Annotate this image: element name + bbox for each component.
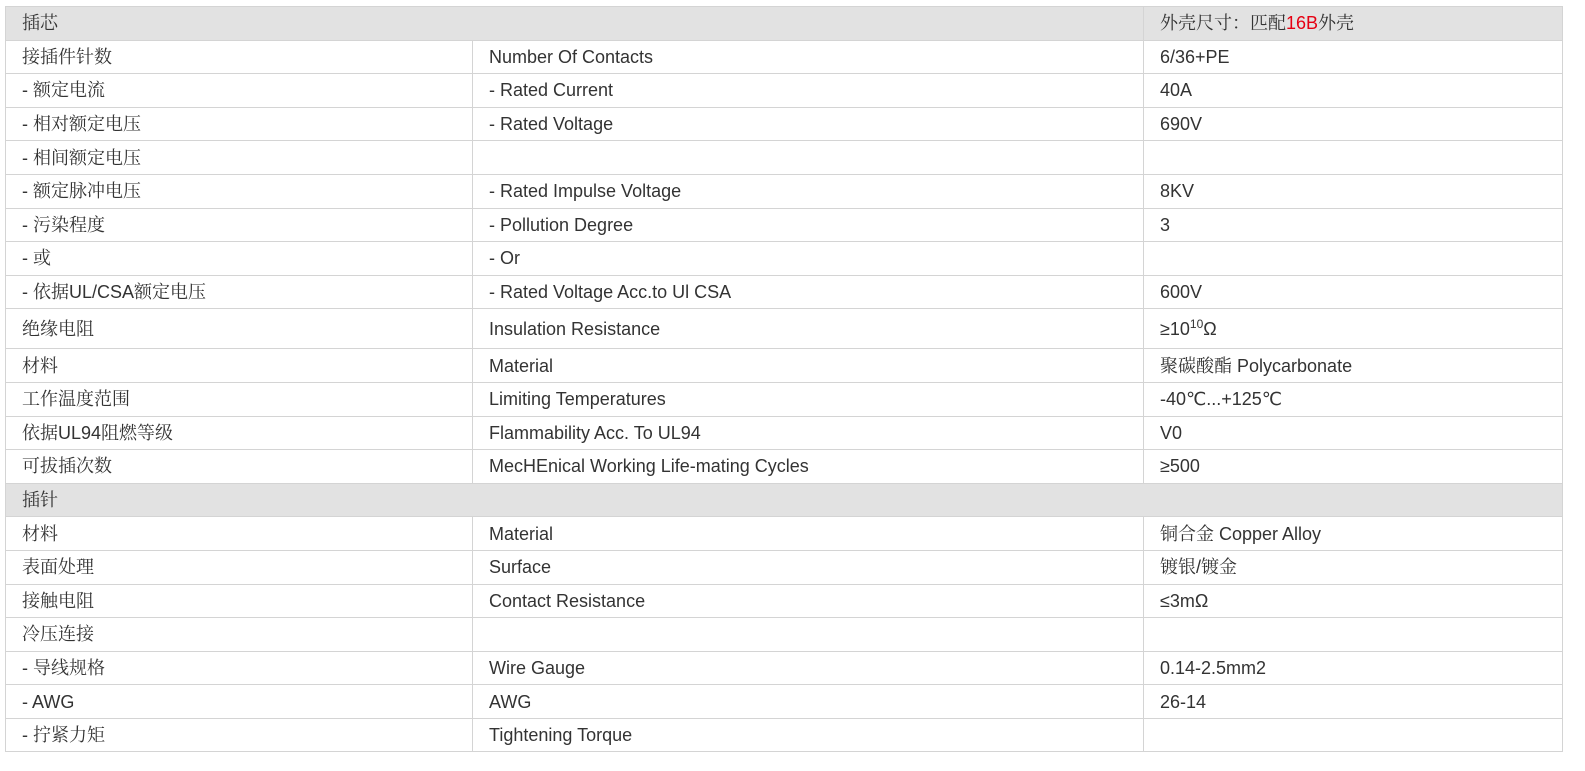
- cn-label: 接触电阻: [6, 584, 473, 618]
- table-row: [6, 208, 1563, 242]
- table-row: [6, 550, 1563, 584]
- en-label: Tightening Torque: [473, 718, 1144, 752]
- en-label: [473, 618, 1144, 652]
- cn-label: 绝缘电阻: [6, 309, 473, 349]
- cn-label: - 相间额定电压: [6, 141, 473, 175]
- en-label: Number Of Contacts: [473, 40, 1144, 74]
- spec-value: ≥500: [1144, 450, 1563, 484]
- spec-value: [1144, 242, 1563, 276]
- cn-label: - 额定电流: [6, 74, 473, 108]
- spec-value: $\ge 10^{10}\Omega$: [1144, 309, 1563, 349]
- cn-label: - 导线规格: [6, 651, 473, 685]
- cn-label: 依据UL94阻燃等级: [6, 416, 473, 450]
- en-label: AWG: [473, 685, 1144, 719]
- spec-table: [5, 6, 1563, 752]
- en-label: Limiting Temperatures: [473, 382, 1144, 416]
- cn-label: - 污染程度: [6, 208, 473, 242]
- cn-label: - 拧紧力矩: [6, 718, 473, 752]
- table-row: [6, 416, 1563, 450]
- housing-size-note: 外壳尺寸：匹配16B外壳: [1144, 7, 1563, 41]
- section-title: 插芯: [6, 7, 1144, 41]
- table-row: [6, 40, 1563, 74]
- en-label: Material: [473, 517, 1144, 551]
- spec-value: 8KV: [1144, 174, 1563, 208]
- en-label: [473, 141, 1144, 175]
- cn-label: 接插件针数: [6, 40, 473, 74]
- en-label: Contact Resistance: [473, 584, 1144, 618]
- en-label: Flammability Acc. To UL94: [473, 416, 1144, 450]
- table-row: [6, 651, 1563, 685]
- en-label: Insulation Resistance: [473, 309, 1144, 349]
- cn-label: 工作温度范围: [6, 382, 473, 416]
- table-row: [6, 349, 1563, 383]
- table-row: [6, 174, 1563, 208]
- spec-value: -40℃...+125℃: [1144, 382, 1563, 416]
- cn-label: - 依据UL/CSA额定电压: [6, 275, 473, 309]
- en-label: - Or: [473, 242, 1144, 276]
- spec-value: 26-14: [1144, 685, 1563, 719]
- en-label: Surface: [473, 550, 1144, 584]
- table-row: [6, 718, 1563, 752]
- en-label: - Rated Voltage Acc.to Ul CSA: [473, 275, 1144, 309]
- table-row: [6, 107, 1563, 141]
- cn-label: 材料: [6, 349, 473, 383]
- spec-value: 40A: [1144, 74, 1563, 108]
- spec-value: ≤3mΩ: [1144, 584, 1563, 618]
- en-label: - Pollution Degree: [473, 208, 1144, 242]
- exponent: 10: [1189, 316, 1204, 331]
- section-header-core: [6, 7, 1563, 41]
- spec-value: V0: [1144, 416, 1563, 450]
- table-row: [6, 242, 1563, 276]
- spec-value: 6/36+PE: [1144, 40, 1563, 74]
- cn-label: - 相对额定电压: [6, 107, 473, 141]
- spec-value: 0.14-2.5mm2: [1144, 651, 1563, 685]
- cn-label: - 或: [6, 242, 473, 276]
- table-row: [6, 685, 1563, 719]
- table-row: [6, 450, 1563, 484]
- table-row: [6, 584, 1563, 618]
- spec-value: 聚碳酸酯 Polycarbonate: [1144, 349, 1563, 383]
- table-row: [6, 74, 1563, 108]
- section-title: 插针: [6, 483, 1563, 517]
- spec-value: 3: [1144, 208, 1563, 242]
- table-row: [6, 517, 1563, 551]
- en-label: - Rated Impulse Voltage: [473, 174, 1144, 208]
- spec-value: [1144, 618, 1563, 652]
- spec-value: [1144, 718, 1563, 752]
- spec-value: 铜合金 Copper Alloy: [1144, 517, 1563, 551]
- cn-label: 表面处理: [6, 550, 473, 584]
- table-row: [6, 309, 1563, 349]
- spec-value: 600V: [1144, 275, 1563, 309]
- spec-value: 镀银/镀金: [1144, 550, 1563, 584]
- table-row: [6, 275, 1563, 309]
- cn-label: - AWG: [6, 685, 473, 719]
- cn-label: 材料: [6, 517, 473, 551]
- cn-label: - 额定脉冲电压: [6, 174, 473, 208]
- spec-value: 690V: [1144, 107, 1563, 141]
- spec-value: [1144, 141, 1563, 175]
- section-header-pin: [6, 483, 1563, 517]
- cn-label: 可拔插次数: [6, 450, 473, 484]
- en-label: Material: [473, 349, 1144, 383]
- table-row: [6, 382, 1563, 416]
- en-label: Wire Gauge: [473, 651, 1144, 685]
- en-label: - Rated Current: [473, 74, 1144, 108]
- table-row: [6, 618, 1563, 652]
- housing-size-highlight: 16B: [1286, 13, 1319, 34]
- en-label: MecHEnical Working Life-mating Cycles: [473, 450, 1144, 484]
- table-row: [6, 141, 1563, 175]
- en-label: - Rated Voltage: [473, 107, 1144, 141]
- cn-label: 冷压连接: [6, 618, 473, 652]
